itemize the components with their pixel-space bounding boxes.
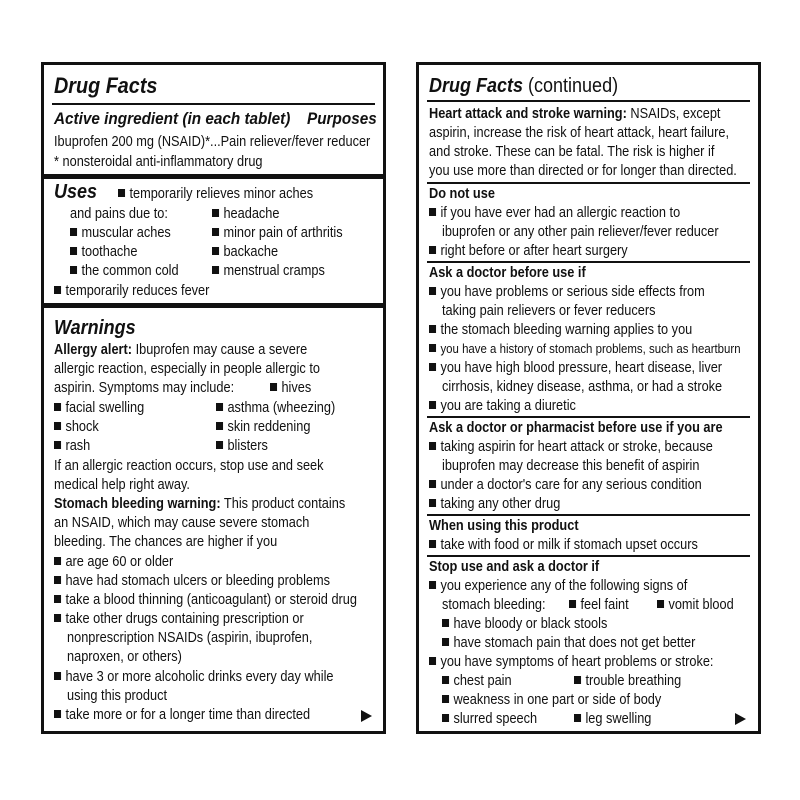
reaction-line: If an allergic reaction occurs, stop use and seek <box>54 458 324 474</box>
allergy-line: allergic reaction, especially in people allergic to <box>54 361 320 377</box>
risk-item-cont: using this product <box>67 688 168 704</box>
symptom-item: skin reddening <box>216 418 310 436</box>
divider <box>427 182 750 184</box>
uses-line: and pains due to: <box>70 206 168 222</box>
uses-item: menstrual cramps <box>212 262 325 280</box>
bullet-icon <box>442 638 449 646</box>
symptom-item: shock <box>54 418 99 436</box>
bullet-icon <box>657 600 664 608</box>
risk-item-cont: nonprescription NSAIDs (aspirin, ibuprofen, <box>67 630 313 646</box>
stomach-line: an NSAID, which may cause severe stomach <box>54 515 310 531</box>
symptom-item: facial swelling <box>54 399 144 417</box>
uses-line: temporarily relieves minor aches <box>118 185 313 203</box>
bullet-icon <box>429 363 436 371</box>
bullet-icon <box>118 189 125 197</box>
bullet-icon <box>70 247 77 255</box>
bullet-icon <box>54 557 61 565</box>
section-divider <box>44 303 383 308</box>
divider <box>427 100 750 102</box>
bullet-icon <box>429 246 436 254</box>
when-using-item: take with food or milk if stomach upset occurs <box>429 536 698 554</box>
uses-item: backache <box>212 243 278 261</box>
bullet-icon <box>54 576 61 584</box>
bullet-icon <box>569 600 576 608</box>
uses-item: muscular aches <box>70 224 171 242</box>
bullet-icon <box>429 480 436 488</box>
ask-doctor-item: you have problems or serious side effects from <box>429 283 705 301</box>
stop-use-subitem: have stomach pain that does not get better <box>442 634 695 652</box>
symptom-item: rash <box>54 437 90 455</box>
divider <box>427 261 750 263</box>
ask-pharmacist-item-cont: ibuprofen may decrease this benefit of aspirin <box>442 458 700 474</box>
stop-use-subitem: feel faint <box>569 596 629 614</box>
stop-use-subitem: chest pain <box>442 672 512 690</box>
bullet-icon <box>216 403 223 411</box>
ask-pharmacist-item: taking aspirin for heart attack or stroke, because <box>429 438 713 456</box>
stop-use-subitem: weakness in one part or side of body <box>442 691 661 709</box>
bullet-icon <box>54 614 61 622</box>
heart-warning-line: you use more than directed or for longer than directed. <box>429 163 737 179</box>
drug-facts-panel-left <box>41 62 386 734</box>
symptom-item: hives <box>270 379 311 397</box>
bullet-icon <box>54 595 61 603</box>
uses-item: the common cold <box>70 262 179 280</box>
uses-item: headache <box>212 205 279 223</box>
warnings-heading: Warnings <box>54 317 136 339</box>
ask-doctor-heading: Ask a doctor before use if <box>429 265 586 281</box>
allergy-line: Allergy alert: Ibuprofen may cause a severe <box>54 342 308 358</box>
heart-warning-line: and stroke. These can be fatal. The risk is higher if <box>429 144 715 160</box>
reaction-line: medical help right away. <box>54 477 190 493</box>
bullet-icon <box>429 581 436 589</box>
do-not-use-item: if you have ever had an allergic reaction to <box>429 204 680 222</box>
bullet-icon <box>442 676 449 684</box>
active-ingredient-heading: Active ingredient (in each tablet) <box>54 109 291 128</box>
bullet-icon <box>212 228 219 236</box>
bullet-icon <box>429 208 436 216</box>
continue-arrow-icon <box>361 710 372 722</box>
ask-doctor-item-cont: cirrhosis, kidney disease, asthma, or had a stroke <box>442 379 723 395</box>
symptom-item: asthma (wheezing) <box>216 399 335 417</box>
stop-use-item-cont: stomach bleeding: <box>442 597 546 613</box>
divider <box>427 514 750 516</box>
ask-doctor-item: you have high blood pressure, heart disease, liver <box>429 359 722 377</box>
bullet-icon <box>429 540 436 548</box>
heart-warning-line: aspirin, increase the risk of heart attack, heart failure, <box>429 125 730 141</box>
risk-item: take more or for a longer time than directed <box>54 706 310 724</box>
stomach-line: bleeding. The chances are higher if you <box>54 534 278 550</box>
bullet-icon <box>442 695 449 703</box>
bullet-icon <box>216 422 223 430</box>
ask-pharmacist-heading: Ask a doctor or pharmacist before use if you are <box>429 420 723 436</box>
bullet-icon <box>54 286 61 294</box>
continue-arrow-icon <box>735 713 746 725</box>
risk-item: are age 60 or older <box>54 553 173 571</box>
stop-use-item: you experience any of the following signs of <box>429 577 687 595</box>
when-using-heading: When using this product <box>429 518 579 534</box>
bullet-icon <box>429 442 436 450</box>
stop-use-subitem: have bloody or black stools <box>442 615 607 633</box>
uses-item: temporarily reduces fever <box>54 282 209 300</box>
ask-doctor-item: you have a history of stomach problems, such as heartburn <box>429 340 741 358</box>
risk-item: have had stomach ulcers or bleeding problems <box>54 572 330 590</box>
bullet-icon <box>70 228 77 236</box>
ask-doctor-item: the stomach bleeding warning applies to you <box>429 321 692 339</box>
bullet-icon <box>54 710 61 718</box>
bullet-icon <box>54 422 61 430</box>
bullet-icon <box>429 287 436 295</box>
ask-pharmacist-item: taking any other drug <box>429 495 560 513</box>
divider <box>52 103 375 105</box>
bullet-icon <box>429 401 436 409</box>
ask-doctor-item: you are taking a diuretic <box>429 397 576 415</box>
stop-use-subitem: leg swelling <box>574 710 651 728</box>
uses-item: minor pain of arthritis <box>212 224 343 242</box>
allergy-line: aspirin. Symptoms may include: <box>54 380 235 396</box>
risk-item: take other drugs containing prescription or <box>54 610 304 628</box>
uses-heading: Uses <box>54 181 98 203</box>
bullet-icon <box>54 403 61 411</box>
stop-use-item: you have symptoms of heart problems or stroke: <box>429 653 713 671</box>
panel-title: Drug Facts (continued) <box>429 75 619 97</box>
ask-pharmacist-item: under a doctor's care for any serious condition <box>429 476 702 494</box>
do-not-use-heading: Do not use <box>429 186 495 202</box>
do-not-use-item-cont: ibuprofen or any other pain reliever/fever reducer <box>442 224 719 240</box>
bullet-icon <box>429 657 436 665</box>
stop-use-subitem: trouble breathing <box>574 672 681 690</box>
stop-use-subitem: slurred speech <box>442 710 537 728</box>
purposes-heading: Purposes <box>307 109 377 128</box>
bullet-icon <box>212 247 219 255</box>
bullet-icon <box>70 266 77 274</box>
risk-item: have 3 or more alcoholic drinks every day while <box>54 668 334 686</box>
stomach-line: Stomach bleeding warning: This product contains <box>54 496 346 512</box>
bullet-icon <box>442 714 449 722</box>
bullet-icon <box>216 441 223 449</box>
symptom-item: blisters <box>216 437 268 455</box>
divider <box>427 555 750 557</box>
uses-item: toothache <box>70 243 137 261</box>
heart-warning-line: Heart attack and stroke warning: NSAIDs, except <box>429 106 721 122</box>
bullet-icon <box>429 344 436 352</box>
do-not-use-item: right before or after heart surgery <box>429 242 628 260</box>
bullet-icon <box>212 209 219 217</box>
bullet-icon <box>574 714 581 722</box>
risk-item: take a blood thinning (anticoagulant) or steroid drug <box>54 591 357 609</box>
risk-item-cont: naproxen, or others) <box>67 649 182 665</box>
divider <box>427 416 750 418</box>
nsaid-footnote: * nonsteroidal anti-inflammatory drug <box>54 154 263 170</box>
ingredient-line: Ibuprofen 200 mg (NSAID)*...Pain reliever/fever reducer <box>54 134 371 150</box>
bullet-icon <box>429 499 436 507</box>
ask-doctor-item-cont: taking pain relievers or fever reducers <box>442 303 656 319</box>
bullet-icon <box>54 441 61 449</box>
bullet-icon <box>212 266 219 274</box>
bullet-icon <box>270 383 277 391</box>
drug-facts-panel-right <box>416 62 761 734</box>
bullet-icon <box>54 672 61 680</box>
stop-use-subitem: vomit blood <box>657 596 734 614</box>
bullet-icon <box>429 325 436 333</box>
bullet-icon <box>574 676 581 684</box>
panel-title: Drug Facts <box>54 73 158 98</box>
stop-use-heading: Stop use and ask a doctor if <box>429 559 600 575</box>
bullet-icon <box>442 619 449 627</box>
